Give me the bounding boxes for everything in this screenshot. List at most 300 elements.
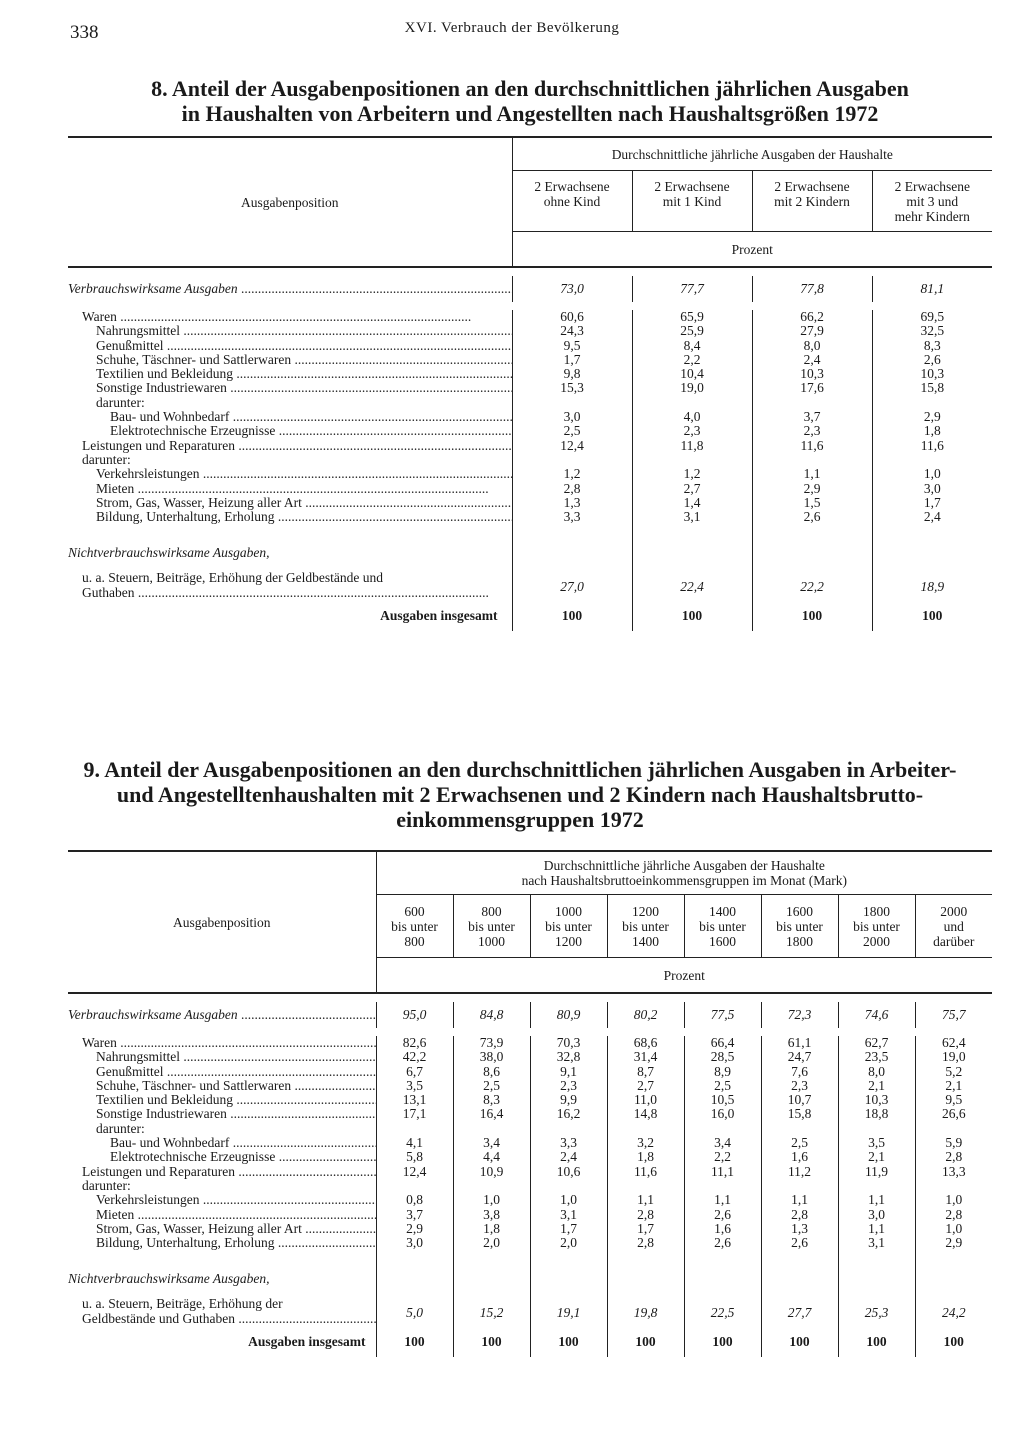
table9-cell: 1,3 [761, 1222, 838, 1236]
table9-row-label-text: Verbrauchswirksame Ausgaben [68, 1006, 238, 1022]
table9-nonconsumption-cell: 22,5 [684, 1290, 761, 1326]
table9-title-line: 9. Anteil der Ausgabenpositionen an den durchschnittlichen jährlichen Ausgaben in Arbeiter- [83, 757, 957, 782]
table9-column-header-line: 1200 [555, 933, 582, 949]
table8-leader-dots [117, 310, 471, 324]
table9-column-header-line: bis unter [776, 918, 823, 934]
table8-cell [512, 453, 632, 467]
table9-cell: 42,2 [376, 1050, 453, 1064]
table8-row-label [68, 453, 512, 467]
table9-title-line: und Angestelltenhaushalten mit 2 Erwachsenen und 2 Kindern nach Haushaltsbrutto- [116, 782, 924, 807]
table9-column-header-line: 1600 [786, 903, 813, 919]
table8-cell [752, 453, 872, 467]
table8-column-header-line: mit 1 Kind [662, 193, 722, 209]
table9-row-label [68, 1122, 376, 1136]
table8-cell: 2,3 [752, 424, 872, 438]
table9-cell: 1,7 [607, 1222, 684, 1236]
table9-row [68, 1093, 992, 1107]
table9-leader-dots [199, 1193, 376, 1207]
table9-cell: 66,4 [684, 1036, 761, 1050]
table9-column-header-line: bis unter [391, 918, 438, 934]
table9-row-label-text: Textilien und Bekleidung [96, 1093, 234, 1108]
table8-cell: 77,8 [752, 276, 872, 302]
table9-row-label [68, 1065, 376, 1079]
table9-leader-dots [274, 1236, 376, 1250]
table8-row [68, 467, 992, 481]
table9-cell: 28,5 [684, 1050, 761, 1064]
table9-cell: 13,1 [376, 1093, 453, 1107]
table9-nonconsumption-sub2: Geldbestände und Guthaben [82, 1312, 235, 1327]
table8-cell: 2,4 [872, 510, 992, 524]
table9-row-label-text: Leistungen und Reparaturen [82, 1164, 235, 1179]
table8-empty-cell [512, 542, 632, 564]
table9-column-header-line: 1400 [632, 933, 659, 949]
table8-row-label [68, 467, 512, 481]
table8-row-label-text: Textilien und Bekleidung [96, 367, 234, 382]
table9-nonconsumption-cell: 5,0 [376, 1290, 453, 1326]
table8-row-label [68, 396, 512, 410]
table8-cell: 1,2 [632, 467, 752, 481]
table8-row-label-text: Bau- und Wohnbedarf [110, 410, 230, 425]
table9-empty-cell [453, 1268, 530, 1290]
table8-empty-cell [632, 542, 752, 564]
table9-cell: 2,1 [915, 1079, 992, 1093]
table9-row-label-text: Sonstige Industriewaren [96, 1107, 227, 1122]
table9-cell: 3,8 [453, 1208, 530, 1222]
table8-cell: 1,7 [872, 496, 992, 510]
table9-title [60, 757, 980, 832]
table8-column-header [752, 171, 872, 232]
table8-row [68, 482, 992, 496]
table9-column-header-line: bis unter [622, 918, 669, 934]
table8-cell: 2,5 [512, 424, 632, 438]
table9-leader-dots [302, 1222, 376, 1236]
table8-leader-dots [180, 324, 512, 338]
table8-row [68, 310, 992, 324]
table9-cell: 1,8 [453, 1222, 530, 1236]
table9-column-header [838, 895, 915, 958]
table9-nonconsumption-values-row [68, 1290, 992, 1326]
table8-row-label [68, 510, 512, 524]
table8-row [68, 324, 992, 338]
table8-cell: 1,3 [512, 496, 632, 510]
table9-row-label-text: Strom, Gas, Wasser, Heizung aller Art [96, 1221, 302, 1236]
table9-cell: 2,8 [761, 1208, 838, 1222]
table9-empty-cell [761, 1268, 838, 1290]
table9-cell: 17,1 [376, 1107, 453, 1121]
table8-column-header-line: 2 Erwachsene [774, 178, 850, 194]
table9-empty-cell [684, 1268, 761, 1290]
table9-cell: 2,6 [684, 1208, 761, 1222]
table9-cell: 75,7 [915, 1002, 992, 1028]
table8-cell: 10,4 [632, 367, 752, 381]
table8-total-cell: 100 [512, 601, 632, 631]
table9-nonconsumption-sub1: u. a. Steuern, Beiträge, Erhöhung der [82, 1296, 283, 1312]
table9-cell: 10,9 [453, 1165, 530, 1179]
table8-cell: 2,8 [512, 482, 632, 496]
table8-cell: 11,6 [752, 439, 872, 453]
table9-column-header-line: darüber [933, 933, 975, 949]
table9-cell: 1,0 [915, 1222, 992, 1236]
table9-cell: 3,0 [376, 1236, 453, 1250]
table9-column-header [376, 895, 453, 958]
table8-column-header-line [753, 209, 872, 224]
table8-total-row [68, 601, 992, 631]
table9-row-label [68, 1079, 376, 1093]
table9-total-cell: 100 [530, 1327, 607, 1357]
table9-column-header-line: 1200 [632, 903, 659, 919]
table9-column-header-line: 1400 [709, 903, 736, 919]
table9-row-label [68, 1002, 376, 1028]
table9-cell [838, 1122, 915, 1136]
table8-cell: 1,7 [512, 353, 632, 367]
table8-cell: 2,9 [752, 482, 872, 496]
table9-row [68, 1208, 992, 1222]
table9-column-header-line: 1800 [863, 903, 890, 919]
table9-cell: 2,9 [376, 1222, 453, 1236]
table9-column-header-line: bis unter [699, 918, 746, 934]
table8-column-header-line: ohne Kind [543, 193, 601, 209]
table8 [68, 136, 992, 631]
table9-cell: 1,1 [607, 1193, 684, 1207]
table8-nonconsumption-sub2: Guthaben [82, 586, 135, 601]
table9-cell: 11,2 [761, 1165, 838, 1179]
table9-empty-cell [915, 1268, 992, 1290]
table8-row [68, 396, 992, 410]
table8-column-header-line: 2 Erwachsene [894, 178, 970, 194]
table9-cell: 2,5 [761, 1136, 838, 1150]
table9-column-header [915, 895, 992, 958]
table9-row [68, 1193, 992, 1207]
table8-cell: 4,0 [632, 410, 752, 424]
table9-cell: 2,2 [684, 1150, 761, 1164]
table9-column-header-line: bis unter [545, 918, 592, 934]
table8-cell: 66,2 [752, 310, 872, 324]
table9-nonconsumption-cell: 15,2 [453, 1290, 530, 1326]
table8-row-label [68, 439, 512, 453]
table8-cell: 3,7 [752, 410, 872, 424]
table8-nonconsumption-sublabel [68, 564, 512, 600]
table9-cell: 2,9 [915, 1236, 992, 1250]
table8-cell: 32,5 [872, 324, 992, 338]
table8-column-header [872, 171, 992, 232]
table8-row-label-text: Verbrauchswirksame Ausgaben [68, 280, 238, 296]
table9-nonconsumption-row [68, 1268, 992, 1290]
table9-cell: 31,4 [607, 1050, 684, 1064]
table9-row-label-text: Bildung, Unterhaltung, Erholung [96, 1236, 275, 1251]
table8-cell [512, 396, 632, 410]
table9-cell: 16,4 [453, 1107, 530, 1121]
table8-column-header-line: mit 3 und [906, 193, 959, 209]
table9-total-cell: 100 [607, 1327, 684, 1357]
table8-cell: 15,3 [512, 381, 632, 395]
table9-cell: 9,5 [915, 1093, 992, 1107]
table9-column-header-line: 800 [481, 903, 502, 919]
table8-column-header-line: 2 Erwachsene [534, 178, 610, 194]
table8-row [68, 276, 992, 302]
table9-cell: 13,3 [915, 1165, 992, 1179]
table8-nonconsumption-cell: 22,2 [752, 564, 872, 600]
table9-cell: 80,2 [607, 1002, 684, 1028]
table9-row [68, 1222, 992, 1236]
table8-row [68, 439, 992, 453]
table9-nonconsumption-cell: 19,1 [530, 1290, 607, 1326]
table9-cell [838, 1179, 915, 1193]
table9-column-header-line: 1000 [555, 903, 582, 919]
table9-leader-dots [134, 1208, 376, 1222]
table9-row [68, 1122, 992, 1136]
table8-row [68, 496, 992, 510]
table9-row [68, 1036, 992, 1050]
table9-row [68, 1079, 992, 1093]
table8-cell: 10,3 [752, 367, 872, 381]
table9-total-label: Ausgaben insgesamt [248, 1333, 366, 1349]
table8-cell: 69,5 [872, 310, 992, 324]
table9-column-header-line: 2000 [863, 933, 890, 949]
table9-row-label [68, 1208, 376, 1222]
table8-row-label-text: Genußmittel [96, 338, 164, 353]
table9-cell: 72,3 [761, 1002, 838, 1028]
table8-nonconsumption-cell: 27,0 [512, 564, 632, 600]
table8-column-header-line: mehr Kindern [894, 208, 970, 224]
table9-cell: 24,7 [761, 1050, 838, 1064]
table8-cell: 8,3 [872, 339, 992, 353]
table9-cell: 82,6 [376, 1036, 453, 1050]
table9-cell: 62,4 [915, 1036, 992, 1050]
table8-total-label: Ausgaben insgesamt [380, 607, 498, 623]
table8-cell: 2,3 [632, 424, 752, 438]
table9-cell: 2,8 [915, 1150, 992, 1164]
table8-cell: 19,0 [632, 381, 752, 395]
table9-cell: 10,3 [838, 1093, 915, 1107]
table8-nonconsumption-values-row [68, 564, 992, 600]
table9-column-header-line: 800 [404, 933, 425, 949]
table8-cell: 1,2 [512, 467, 632, 481]
table9-cell: 16,2 [530, 1107, 607, 1121]
table9-cell: 73,9 [453, 1036, 530, 1050]
table9-cell: 2,8 [607, 1236, 684, 1250]
table8-column-header-line: 2 Erwachsene [654, 178, 730, 194]
table8-cell: 24,3 [512, 324, 632, 338]
table8-unit: Prozent [512, 232, 992, 268]
table9-row-label [68, 1222, 376, 1236]
table8-empty-cell [872, 542, 992, 564]
table9-cell [376, 1179, 453, 1193]
table9-group-header-line: nach Haushaltsbruttoeinkommensgruppen im Monat (Mark) [521, 873, 847, 888]
table8-leader-dots [134, 482, 488, 496]
table9-row-label-text: Waren [82, 1036, 117, 1050]
table9 [68, 850, 992, 1357]
table9-cell: 2,6 [761, 1236, 838, 1250]
table9-cell: 12,4 [376, 1165, 453, 1179]
table9-cell: 2,5 [453, 1079, 530, 1093]
table9-cell [607, 1179, 684, 1193]
table9-cell: 1,7 [530, 1222, 607, 1236]
table8-row-label-text: darunter: [82, 452, 131, 467]
table9-cell: 11,6 [607, 1165, 684, 1179]
table9-row-label [68, 1136, 376, 1150]
table9-cell: 2,0 [530, 1236, 607, 1250]
table8-row-label [68, 276, 512, 302]
table8-row-label [68, 310, 512, 324]
table9-total-cell: 100 [838, 1327, 915, 1357]
table8-title-line: in Haushalten von Arbeitern und Angestellten nach Haushaltsgrößen 1972 [181, 101, 879, 126]
table9-row [68, 1236, 992, 1250]
table8-row-label-text: Leistungen und Reparaturen [82, 438, 235, 453]
table8-cell: 65,9 [632, 310, 752, 324]
table9-cell: 15,8 [761, 1107, 838, 1121]
table9-total-cell: 100 [761, 1327, 838, 1357]
table8-cell: 9,5 [512, 339, 632, 353]
table8-row-label [68, 424, 512, 438]
table9-cell: 2,3 [761, 1079, 838, 1093]
table9-total-cell: 100 [453, 1327, 530, 1357]
table9-cell [915, 1122, 992, 1136]
table8-row [68, 510, 992, 524]
table8-cell: 2,9 [872, 410, 992, 424]
table9-cell: 74,6 [838, 1002, 915, 1028]
table9-cell: 62,7 [838, 1036, 915, 1050]
table9-row-label [68, 1036, 376, 1050]
table9-cell: 5,8 [376, 1150, 453, 1164]
table9-nonconsumption-cell: 27,7 [761, 1290, 838, 1326]
table9-cell: 3,1 [838, 1236, 915, 1250]
table9-row-label [68, 1093, 376, 1107]
table9-row-label [68, 1165, 376, 1179]
table9-cell: 3,4 [453, 1136, 530, 1150]
table8-empty-cell [752, 542, 872, 564]
table9-row [68, 1107, 992, 1121]
table8-nonconsumption-cell: 22,4 [632, 564, 752, 600]
table9-row-label [68, 1150, 376, 1164]
table8-nonconsumption-sub2-wrap [82, 586, 512, 600]
table9-row-label [68, 1050, 376, 1064]
table9-cell: 11,9 [838, 1165, 915, 1179]
table8-cell: 2,7 [632, 482, 752, 496]
table9-leader-dots [291, 1079, 376, 1093]
table9-cell: 1,6 [761, 1150, 838, 1164]
table9-cell [684, 1179, 761, 1193]
table9-cell: 1,0 [453, 1193, 530, 1207]
table8-cell: 81,1 [872, 276, 992, 302]
table9-title-line: einkommensgruppen 1972 [396, 807, 644, 832]
table8-row-label [68, 381, 512, 395]
table8-total-cell: 100 [632, 601, 752, 631]
table8-row-label-text: Sonstige Industriewaren [96, 381, 227, 396]
table8-row-label [68, 410, 512, 424]
table9-cell: 19,0 [915, 1050, 992, 1064]
table9-cell [915, 1179, 992, 1193]
table8-leader-dots [291, 353, 512, 367]
table9-cell: 14,8 [607, 1107, 684, 1121]
table8-row-label-text: Mieten [96, 481, 135, 496]
table9-row [68, 1165, 992, 1179]
table9-leader-dots [238, 1007, 376, 1022]
table9-cell: 10,7 [761, 1093, 838, 1107]
table9-column-header [761, 895, 838, 958]
table9-cell: 3,3 [530, 1136, 607, 1150]
table8-leader-dots [199, 467, 512, 481]
table9-cell: 11,1 [684, 1165, 761, 1179]
table8-leader-dots [238, 281, 512, 296]
table9-cell: 1,0 [530, 1193, 607, 1207]
table9-cell: 3,2 [607, 1136, 684, 1150]
table9-cell: 77,5 [684, 1002, 761, 1028]
table9-cell: 2,4 [530, 1150, 607, 1164]
table9-row [68, 1179, 992, 1193]
table9-leader-dots [227, 1107, 376, 1121]
table9-cell: 2,1 [838, 1150, 915, 1164]
table8-cell: 2,6 [752, 510, 872, 524]
table9-row-label-text: Verkehrsleistungen [96, 1193, 200, 1208]
table9-group-header [376, 851, 992, 895]
table8-cell: 3,0 [512, 410, 632, 424]
table9-cell: 2,0 [453, 1236, 530, 1250]
table8-column-header [632, 171, 752, 232]
table8-cell: 3,0 [872, 482, 992, 496]
table8-total-cell: 100 [752, 601, 872, 631]
table9-nonconsumption-sublabel [68, 1290, 376, 1326]
table8-cell: 8,0 [752, 339, 872, 353]
table8-row [68, 339, 992, 353]
table9-cell: 11,0 [607, 1093, 684, 1107]
table8-column-header [512, 171, 632, 232]
table9-row-label-text: Genußmittel [96, 1064, 164, 1079]
table9-leader-dots [180, 1050, 376, 1064]
table9-cell: 4,1 [376, 1136, 453, 1150]
table8-cell: 11,8 [632, 439, 752, 453]
table9-cell: 8,7 [607, 1065, 684, 1079]
table9-cell: 9,9 [530, 1093, 607, 1107]
table8-cell: 12,4 [512, 439, 632, 453]
table9-cell: 3,5 [376, 1079, 453, 1093]
table9-cell [607, 1122, 684, 1136]
table9-cell: 4,4 [453, 1150, 530, 1164]
table9-cell: 1,0 [915, 1193, 992, 1207]
table9-cell: 5,9 [915, 1136, 992, 1150]
table9-row-label [68, 1107, 376, 1121]
table9-cell: 1,1 [838, 1222, 915, 1236]
table8-row-label [68, 339, 512, 353]
table9-leader-dots [233, 1093, 376, 1107]
table8-cell [632, 453, 752, 467]
table9-cell: 32,8 [530, 1050, 607, 1064]
table8-leader-dots [229, 410, 512, 424]
table9-cell: 38,0 [453, 1050, 530, 1064]
table9-column-header-line: 1000 [478, 933, 505, 949]
table8-column-header-line [513, 209, 632, 224]
table8-row-label-text: Bildung, Unterhaltung, Erholung [96, 510, 275, 525]
table9-total-cell: 100 [915, 1327, 992, 1357]
table9-cell: 8,3 [453, 1093, 530, 1107]
table8-total-cell: 100 [872, 601, 992, 631]
table8-title-line: 8. Anteil der Ausgabenpositionen an den durchschnittlichen jährlichen Ausgaben [151, 76, 909, 101]
table8-cell: 8,4 [632, 339, 752, 353]
table8-leader-dots [134, 586, 488, 600]
table9-total-row [68, 1327, 992, 1357]
table9-row [68, 1136, 992, 1150]
table9-column-header-line: bis unter [853, 918, 900, 934]
table9-row-label [68, 1193, 376, 1207]
table9-row-label-text: Elektrotechnische Erzeugnisse [110, 1150, 276, 1165]
table9-column-header [530, 895, 607, 958]
table8-row-label [68, 324, 512, 338]
table9-cell [530, 1122, 607, 1136]
table9-nonconsumption-cell: 19,8 [607, 1290, 684, 1326]
table8-cell: 1,1 [752, 467, 872, 481]
table9-cell: 6,7 [376, 1065, 453, 1079]
table9-cell: 1,1 [761, 1193, 838, 1207]
table9-leader-dots [229, 1136, 376, 1150]
